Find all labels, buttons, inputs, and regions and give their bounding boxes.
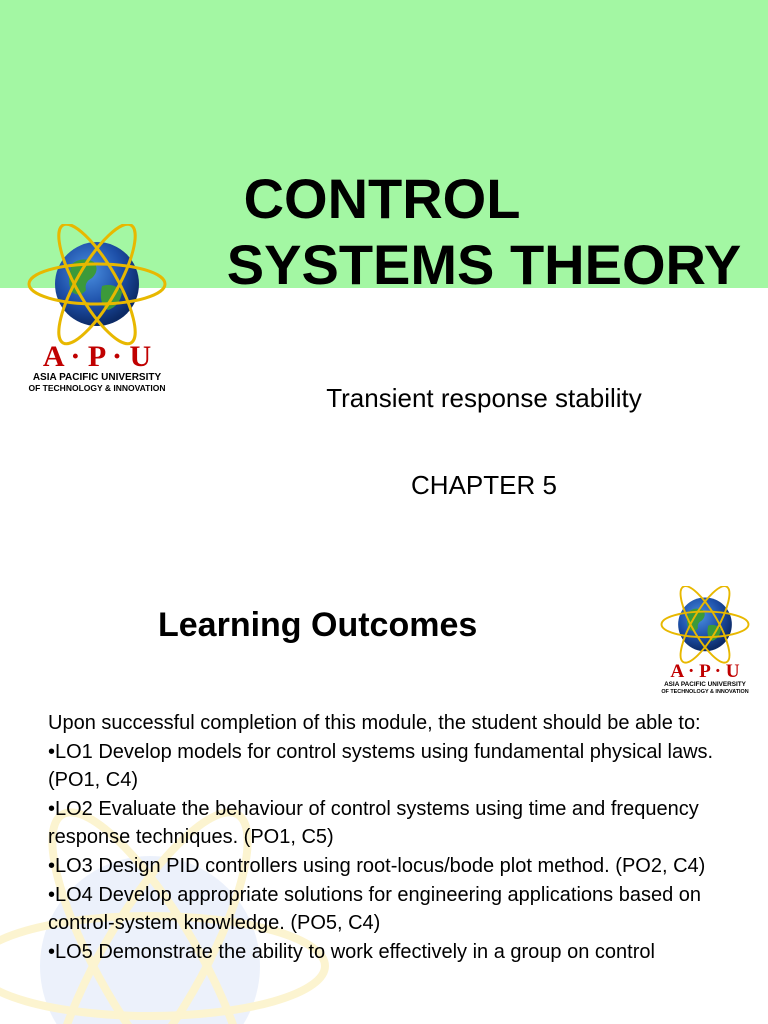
chapter-label: CHAPTER 5 — [411, 470, 557, 500]
logo-line-2: OF TECHNOLOGY & INNOVATION — [661, 688, 749, 695]
logo-wordmark: A · P · U — [670, 660, 740, 682]
logo-line-1: ASIA PACIFIC UNIVERSITY — [32, 372, 162, 383]
apu-logo — [10, 224, 184, 396]
learning-outcomes-heading: Learning Outcomes — [158, 606, 478, 644]
globe-atom-icon — [10, 224, 184, 396]
logo-line-1: ASIA PACIFIC UNIVERSITY — [664, 680, 746, 688]
outcome-item: •LO4 Develop appropriate solutions for engineering applications based on control-system knowledge. (PO5, C4) — [48, 884, 701, 934]
slide-title-line-1: CONTROL — [243, 167, 521, 230]
logo-wordmark: A · P · U — [42, 340, 152, 373]
outcome-item: •LO5 Demonstrate the ability to work effectively in a group on control — [48, 941, 655, 963]
slide-subtitle: Transient response stability — [326, 383, 642, 413]
outcomes-intro: Upon successful completion of this module, the student should be able to: — [48, 712, 701, 734]
outcome-item: •LO2 Evaluate the behaviour of control systems using time and frequency response techniques. (PO1, C5) — [48, 798, 699, 848]
slide-title-line-2: SYSTEMS THEORY — [226, 233, 742, 296]
outcome-item: •LO1 Develop models for control systems using fundamental physical laws. (PO1, C4) — [48, 741, 714, 791]
apu-logo-small — [648, 586, 762, 696]
learning-outcomes-body — [48, 709, 738, 967]
outcome-item: •LO3 Design PID controllers using root-locus/bode plot method. (PO2, C4) — [48, 855, 706, 877]
logo-line-2: OF TECHNOLOGY & INNOVATION — [28, 383, 166, 393]
learning-outcomes-slide — [0, 576, 768, 1024]
globe-atom-icon — [648, 586, 762, 696]
